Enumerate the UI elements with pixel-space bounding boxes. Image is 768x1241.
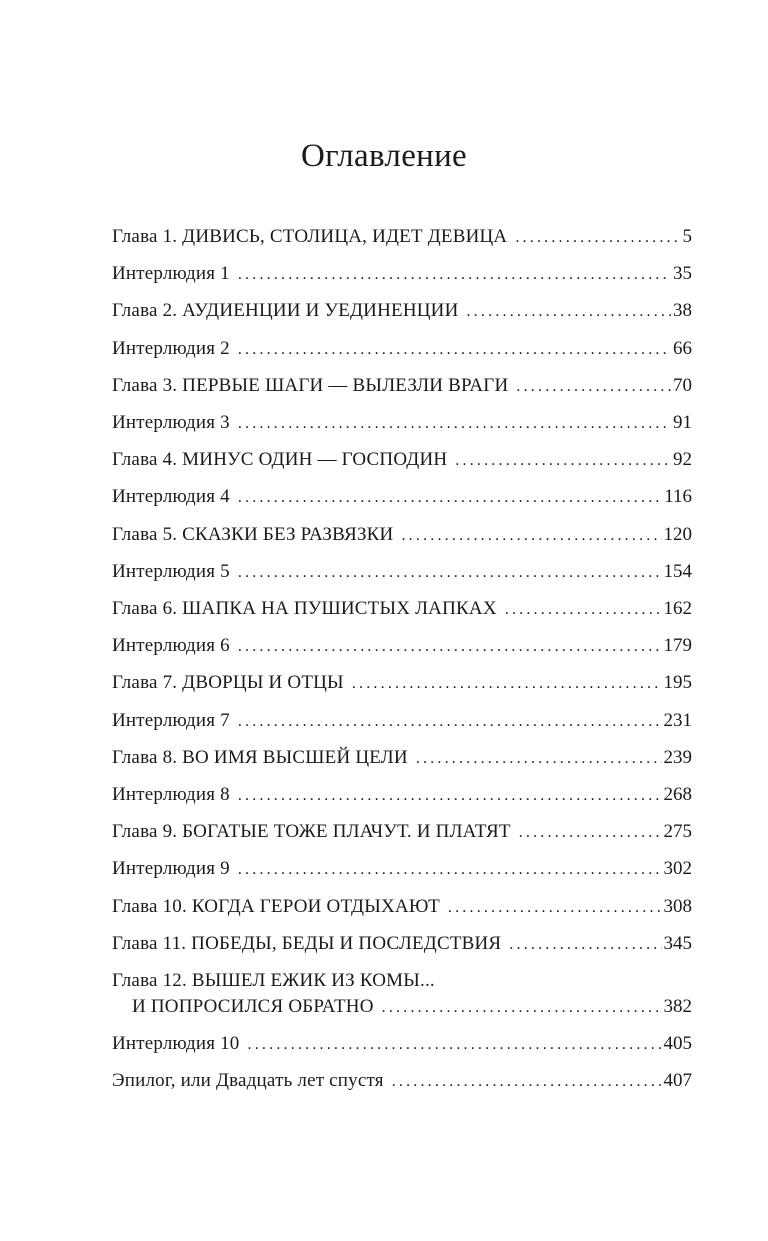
toc-entry-line [112,633,692,659]
toc-entry-page-number: 275 [663,821,692,843]
toc-entry [112,968,692,1020]
dot-leader [401,523,661,549]
toc-entry-page-number: 154 [663,560,692,582]
toc-entry [112,336,692,362]
dot-leader [238,857,662,883]
toc-entry [112,782,692,808]
toc-entry-page-number: 35 [673,263,692,285]
toc-entry-title: Интерлюдия 9 [112,858,230,880]
toc-entry [112,708,692,734]
toc-entry-line [112,670,692,696]
toc-entry-line [112,559,692,585]
toc-entry-title: Интерлюдия 7 [112,709,230,731]
toc-entry-line [112,261,692,287]
dot-leader [238,262,671,288]
toc-entry [112,522,692,548]
toc-entry-page-number: 231 [663,709,692,731]
toc-entry [112,484,692,510]
toc-entry-line [112,298,692,324]
toc-entry [112,670,692,696]
toc-entry-line [112,1068,692,1094]
toc-entry-line [112,894,692,920]
page-title: Оглавление [300,138,468,174]
toc-entry-page-number: 66 [673,337,692,359]
toc-entry-page-number: 345 [663,932,692,954]
toc-entry-title: Интерлюдия 6 [112,635,230,657]
dot-leader [238,337,671,363]
toc-entry [112,559,692,585]
dot-leader [238,560,662,586]
toc-entry [112,745,692,771]
toc-entry-title: Глава 12. ВЫШЕЛ ЕЖИК ИЗ КОМЫ... [112,970,435,991]
toc-entry-title: Интерлюдия 4 [112,486,230,508]
toc-entry-line [112,522,692,548]
dot-leader [505,597,662,623]
toc-entry-title: Глава 11. ПОБЕДЫ, БЕДЫ И ПОСЛЕДСТВИЯ [112,932,502,954]
toc-entry [112,224,692,250]
toc-entry-line [112,968,692,994]
toc-entry [112,596,692,622]
toc-entry-line [112,1031,692,1057]
toc-entry-line [112,708,692,734]
toc-entry-page-number: 5 [682,226,692,247]
toc-entry [112,633,692,659]
toc-entry-page-number: 382 [663,996,692,1017]
toc-entry-title: Глава 1. ДИВИСЬ, СТОЛИЦА, ИДЕТ ДЕВИЦА [112,226,508,247]
toc-entry-title: Глава 6. ШАПКА НА ПУШИСТЫХ ЛАПКАХ [112,598,497,619]
toc-entry [112,856,692,882]
toc-entry-page-number: 407 [663,1070,692,1092]
dot-leader [416,746,662,772]
toc-entry-title: Глава 8. ВО ИМЯ ВЫСШЕЙ ЦЕЛИ [112,746,408,768]
toc-entry-page-number: 91 [673,412,692,433]
dot-leader [509,932,661,958]
dot-leader [392,1069,662,1095]
toc-entry [112,1068,692,1094]
dot-leader [238,411,671,437]
toc-entry-line [112,224,692,250]
toc-entry-title: Глава 3. ПЕРВЫЕ ШАГИ — ВЫЛЕЗЛИ ВРАГИ [112,374,509,396]
dot-leader [515,225,680,251]
dot-leader [248,1032,662,1058]
toc-entry [112,894,692,920]
toc-entry-title: Интерлюдия 8 [112,784,230,805]
toc-entry [112,298,692,324]
toc-entry [112,1031,692,1057]
toc-entry [112,447,692,473]
toc-entry-title: Интерлюдия 5 [112,560,230,582]
toc-entry [112,261,692,287]
dot-leader [238,485,662,511]
dot-leader [467,299,671,325]
toc-entry [112,931,692,957]
toc-entry-title: Интерлюдия 3 [112,412,230,433]
toc-entry-title: Интерлюдия 1 [112,263,230,285]
toc-entry-title: Глава 10. КОГДА ГЕРОИ ОТДЫХАЮТ [112,895,440,917]
toc-entry-title: Эпилог, или Двадцать лет спустя [112,1070,384,1092]
toc-entry-page-number: 116 [664,486,692,508]
dot-leader [455,448,671,474]
toc-entry-line [112,856,692,882]
toc-entry-line [112,819,692,845]
toc-entry [112,373,692,399]
toc-entry-page-number: 92 [673,449,692,471]
toc-entry-line [112,410,692,436]
toc-entry-page-number: 239 [663,746,692,768]
dot-leader [448,895,662,921]
dot-leader [516,374,671,400]
toc-entry [112,410,692,436]
toc-entry-title: Интерлюдия 10 [112,1033,240,1055]
toc-entry-page-number: 195 [663,672,692,694]
toc-entry-line [112,782,692,808]
toc-entry-page-number: 162 [663,598,692,619]
toc-entry-line [112,373,692,399]
toc-entry-page-number: 308 [663,895,692,917]
dot-leader [352,671,662,697]
toc-entry-page-number: 268 [663,784,692,805]
toc-entry-line [112,745,692,771]
toc-entry-line [112,994,692,1020]
toc-entry-line [112,484,692,510]
toc-entry-line [112,336,692,362]
toc-entry-page-number: 70 [673,374,692,396]
toc-entry-page-number: 405 [663,1033,692,1055]
toc-entry-page-number: 120 [663,523,692,545]
toc-entry-page-number: 38 [673,300,692,322]
toc-entry-page-number: 302 [663,858,692,880]
toc-entry-title: Интерлюдия 2 [112,337,230,359]
toc-entry-title: И ПОПРОСИЛСЯ ОБРАТНО [132,996,374,1017]
toc-entry-line [112,931,692,957]
dot-leader [519,820,662,846]
dot-leader [382,995,662,1021]
toc-entry-title: Глава 5. СКАЗКИ БЕЗ РАЗВЯЗКИ [112,523,394,545]
toc-entry-line [112,447,692,473]
toc-entry-title: Глава 2. АУДИЕНЦИИ И УЕДИНЕНЦИИ [112,300,459,322]
toc-entry-page-number: 179 [663,635,692,657]
toc-entry-title: Глава 4. МИНУС ОДИН — ГОСПОДИН [112,449,448,471]
dot-leader [238,783,662,809]
dot-leader [238,634,662,660]
toc-entry-title: Глава 7. ДВОРЦЫ И ОТЦЫ [112,672,344,694]
toc-entry-title: Глава 9. БОГАТЫЕ ТОЖЕ ПЛАЧУТ. И ПЛАТЯТ [112,821,511,843]
toc-entry [112,819,692,845]
toc-entry-line [112,596,692,622]
dot-leader [238,709,662,735]
